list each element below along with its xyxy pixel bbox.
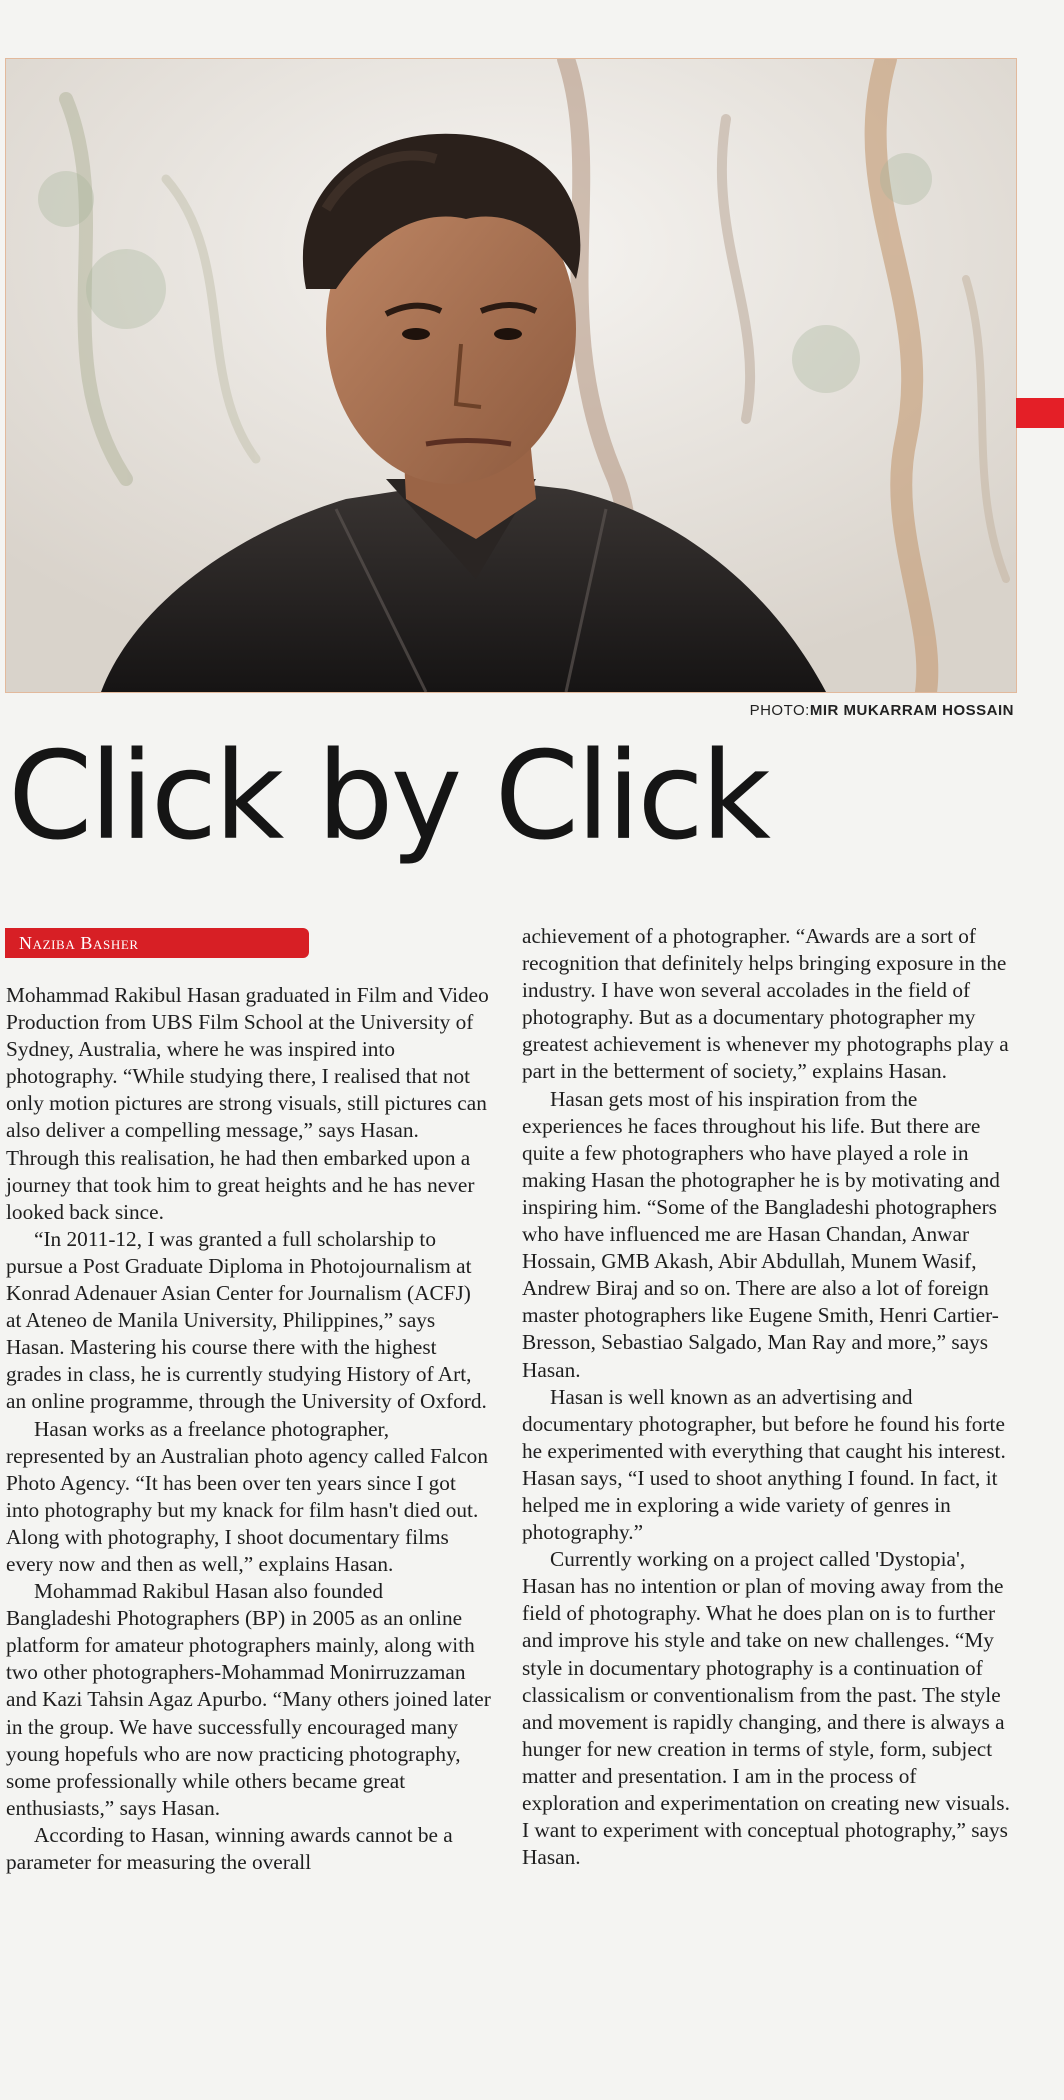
section-marker-tab [1016,398,1064,428]
paragraph: According to Hasan, winning awards cannot be a parameter for measuring the overall [6,1822,453,1874]
article-column-left [6,982,491,1876]
photo-credit-prefix: PHOTO: [749,702,810,719]
article-headline: Click by Click [8,726,768,867]
paragraph: Hasan gets most of his inspiration from the experiences he faces throughout his life. But there are quite a few photographers who have played a role in making Hasan the photographer he is by motivating and inspiring him. “Some of the Bangladeshi photographers who have influenced me are Hasan Chandan, Anwar Hossain, GMB Akash, Abir Abdullah, Munem Wasif, Andrew Biraj and so on. There are also a lot of foreign master photographers like Eugene Smith, Henri Cartier-Bresson, Sebastiao Salgado, Man Ray and more,” says Hasan. [522,1086,1000,1382]
portrait-illustration [6,59,1016,692]
paragraph: Currently working on a project called 'Dystopia', Hasan has no intention or plan of moving away from the field of photography. What he does plan on is to further and improve his style and take on new challenges. “My style in documentary photography is a continuation of classicalism or conventionalism from the past. The style and movement is rapidly changing, and there is always a hunger for new creation in terms of style, form, subject matter and presentation. I am in the process of exploration and experimentation on creating new visuals. I want to experiment with conceptual photography,” says Hasan. [522,1547,1010,1870]
paragraph: Mohammad Rakibul Hasan graduated in Film and Video Production from UBS Film School at the University of Sydney, Australia, where he was inspired into photography. “While studying there, I realised that not only motion pictures are strong visuals, still pictures can also deliver a compelling message,” says Hasan. Through this realisation, he had then embarked upon a journey that took him to great heights and he has never looked back since. [6,983,489,1224]
photo-credit-name: MIR MUKARRAM HOSSAIN [809,702,1014,719]
portrait-photo [5,58,1017,693]
photo-credit [750,702,1014,719]
paragraph: Hasan is well known as an advertising and documentary photographer, but before he found his forte he experimented with everything that caught his interest. Hasan says, “I used to shoot anything I found. In fact, it helped me in exploring a wide variety of genres in photography.” [522,1384,1006,1545]
paragraph: Hasan works as a freelance photographer, represented by an Australian photo agency called Falcon Photo Agency. “It has been over ten years since I got into photography but my knack for film hasn't died out. Along with photography, I shoot documentary films every now and then as well,” explains Hasan. [6,1416,488,1576]
paragraph: achievement of a photographer. “Awards are a sort of recognition that definitely helps bringing exposure in the industry. I have won several accolades in the field of photography. But as a documentary photographer my greatest achievement is whenever my photographs play a part in the betterment of society,” explains Hasan. [522,924,1009,1084]
paragraph: Mohammad Rakibul Hasan also founded Bangladeshi Photographers (BP) in 2005 as an online platform for amateur photographers mainly, along with two other photographers-Mohammad Monirruzzaman and Kazi Tahsin Agaz Apurbo. “Many others joined later in the group. We have successfully encouraged many young hopefuls who are now practicing photography, some professionally while others became great enthusiasts,” says Hasan. [6,1579,491,1820]
paragraph: “In 2011-12, I was granted a full scholarship to pursue a Post Graduate Diploma in Photojournalism at Konrad Adenauer Asian Center for Journalism (ACFJ) at Ateneo de Manila University, Philippines,” says Hasan. Mastering his course there with the highest grades in class, he is currently studying History of Art, an online programme, through the University of Oxford. [6,1226,487,1414]
article-column-right [522,923,1014,1871]
author-byline: Naziba Basher [5,928,309,958]
